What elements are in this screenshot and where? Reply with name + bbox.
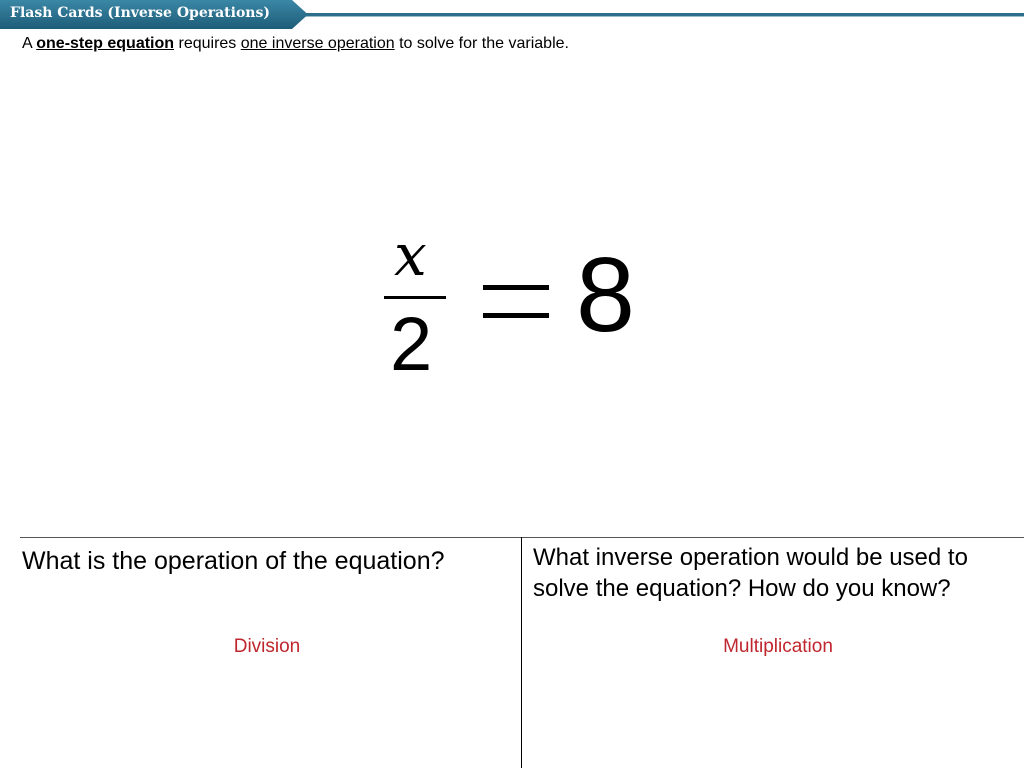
intro-emphasis: one inverse operation [240,35,395,52]
answer-inverse-operation: Multiplication [723,636,833,657]
equation-rhs: 8 [576,236,635,354]
fraction-bar [384,296,446,299]
intro-suffix: to solve for the variable. [399,35,569,52]
intro-sentence [22,35,569,53]
answer-operation: Division [233,636,301,657]
intro-term: one-step equation [36,35,175,52]
table-column-divider [521,537,522,768]
intro-middle: requires [178,35,237,52]
equation-denominator: 2 [390,302,433,387]
equals-sign-bottom [483,313,549,318]
question-inverse-operation: What inverse operation would be used to solve the equation? How do you know? [533,544,968,602]
header-banner [0,0,308,29]
question-operation: What is the operation of the equation? [22,547,445,575]
table-top-rule [20,537,1024,538]
equals-sign-top [483,285,549,290]
page-title: Flash Cards (Inverse Operations) [10,5,270,21]
equation-numerator: x [394,221,427,289]
intro-prefix: A [22,35,32,52]
